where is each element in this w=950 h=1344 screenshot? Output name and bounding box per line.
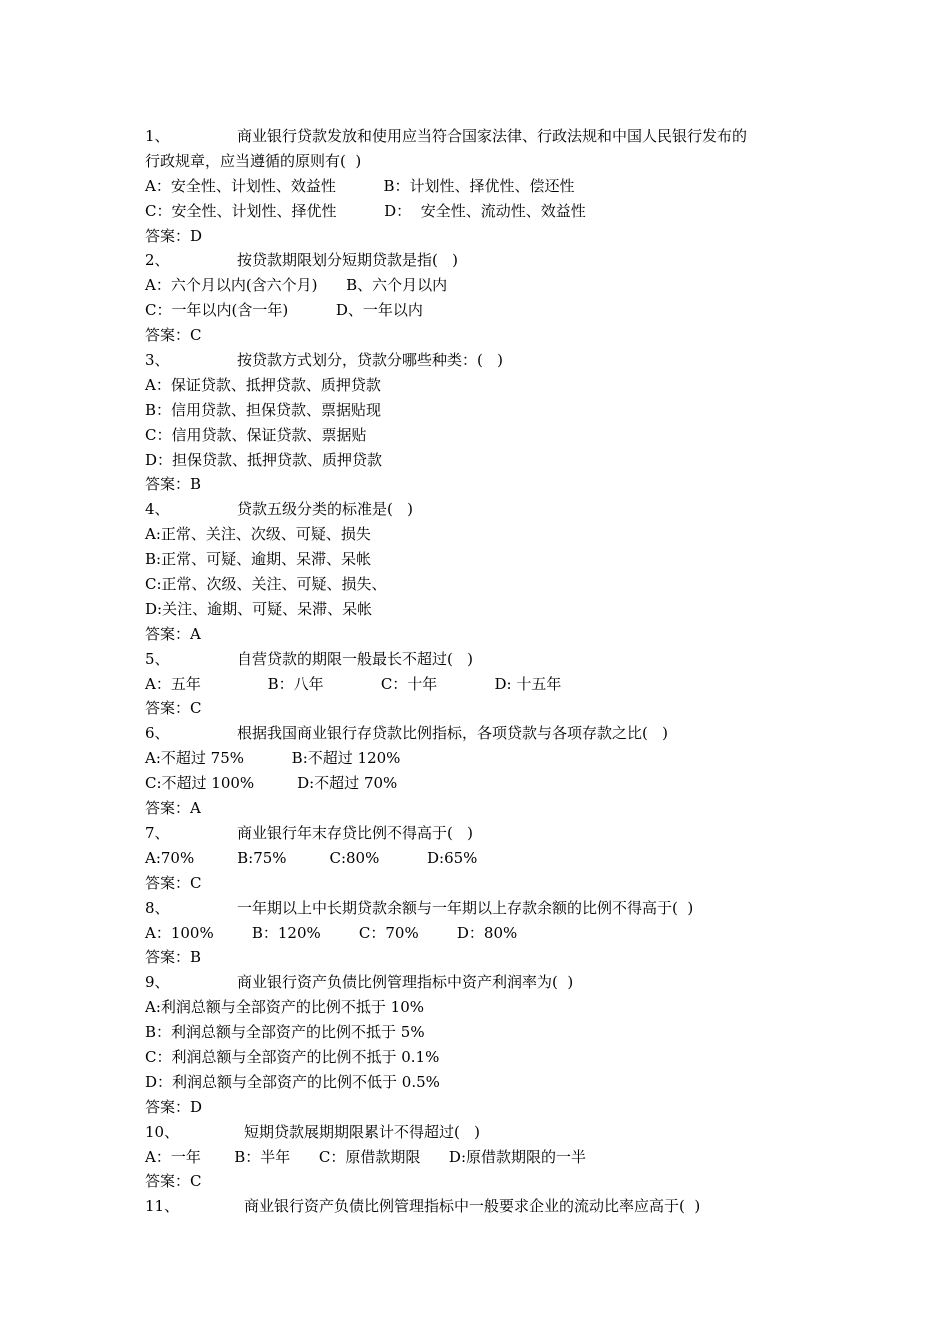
question-list xyxy=(145,124,835,1219)
question-number: 9、 xyxy=(145,973,170,992)
question-stem xyxy=(145,248,835,273)
option-line: A：五年 B：八年 C：十年 D: 十五年 xyxy=(145,674,562,693)
option-line: D：利润总额与全部资产的比例不低于 0.5% xyxy=(145,1072,440,1091)
answer-line: 答案：A xyxy=(145,624,201,643)
answer-line: 答案：B xyxy=(145,948,202,967)
option-line: B：信用贷款、担保贷款、票据贴现 xyxy=(145,400,382,419)
answer-line: 答案：D xyxy=(145,1097,203,1116)
option-line: A:正常、关注、次级、可疑、损失 xyxy=(145,525,371,544)
question-number: 4、 xyxy=(145,500,170,519)
question-stem xyxy=(145,1194,835,1219)
answer-line: 答案：C xyxy=(145,873,202,892)
question-text: 根据我国商业银行存贷款比例指标，各项贷款与各项存款之比( ) xyxy=(237,724,669,743)
question-text: 按贷款方式划分，贷款分哪些种类：( ) xyxy=(237,351,504,370)
option-line: D：担保贷款、抵押贷款、质押贷款 xyxy=(145,450,383,469)
question-stem xyxy=(145,970,835,995)
question-stem xyxy=(145,721,835,746)
option-line: A：100% B：120% C：70% D：80% xyxy=(145,923,518,942)
option-line: A:利润总额与全部资产的比例不抵于 10% xyxy=(145,998,424,1017)
option-line: D:关注、逾期、可疑、呆滞、呆帐 xyxy=(145,599,373,618)
option-line: A：六个月以内(含六个月) B、六个月以内 xyxy=(145,276,448,295)
question-number: 11、 xyxy=(145,1197,180,1216)
question-text: 贷款五级分类的标准是( ) xyxy=(237,500,414,519)
answer-line: 答案：A xyxy=(145,799,201,818)
option-line: C：一年以内(含一年) D、一年以内 xyxy=(145,301,423,320)
question-number: 1、 xyxy=(145,127,170,145)
option-line: C:不超过 100% D:不超过 70% xyxy=(145,774,398,793)
option-line: C：利润总额与全部资产的比例不抵于 0.1% xyxy=(145,1047,440,1066)
question-stem xyxy=(145,348,835,373)
answer-line: 答案：C xyxy=(145,699,202,718)
question-number: 5、 xyxy=(145,649,170,668)
option-line: A：一年 B：半年 C：原借款期限 D:原借款期限的一半 xyxy=(145,1147,587,1166)
answer-line: 答案：C xyxy=(145,1172,202,1191)
question-text: 自营贷款的期限一般最长不超过( ) xyxy=(237,649,474,668)
question-number: 2、 xyxy=(145,251,170,270)
option-line: C:正常、次级、关注、可疑、损失、 xyxy=(145,575,387,594)
question-text: 商业银行资产负债比例管理指标中资产利润率为( ) xyxy=(237,973,574,992)
question-text: 商业银行年末存贷比例不得高于( ) xyxy=(237,823,474,842)
question-number: 10、 xyxy=(145,1122,180,1141)
question-number: 6、 xyxy=(145,724,170,743)
question-text: 商业银行贷款发放和使用应当符合国家法律、行政法规和中国人民银行发布的 xyxy=(237,127,748,145)
option-line: A:70% B:75% C:80% D:65% xyxy=(145,848,478,867)
answer-line: 答案：D xyxy=(145,226,203,245)
option-line: A：安全性、计划性、效益性 B：计划性、择优性、偿还性 xyxy=(145,176,575,195)
question-text-continued: 行政规章，应当遵循的原则有( ) xyxy=(145,151,362,170)
option-line: B：利润总额与全部资产的比例不抵于 5% xyxy=(145,1023,425,1042)
option-line: C：安全性、计划性、择优性 D： 安全性、流动性、效益性 xyxy=(145,201,586,220)
question-number: 7、 xyxy=(145,823,170,842)
option-line: C：信用贷款、保证贷款、票据贴 xyxy=(145,425,367,444)
question-stem xyxy=(145,647,835,672)
answer-line: 答案：B xyxy=(145,475,202,494)
question-text: 按贷款期限划分短期贷款是指( ) xyxy=(237,251,459,270)
question-text: 短期贷款展期期限累计不得超过( ) xyxy=(244,1122,481,1141)
question-stem xyxy=(145,497,835,522)
option-line: B:正常、可疑、逾期、呆滞、呆帐 xyxy=(145,550,372,569)
answer-line: 答案：C xyxy=(145,326,202,345)
question-stem xyxy=(145,821,835,846)
question-text: 一年期以上中长期贷款余额与一年期以上存款余额的比例不得高于( ) xyxy=(237,898,694,917)
question-stem xyxy=(145,1120,835,1145)
question-stem xyxy=(145,124,835,149)
option-line: A：保证贷款、抵押贷款、质押贷款 xyxy=(145,375,381,394)
question-number: 3、 xyxy=(145,351,170,370)
question-number: 8、 xyxy=(145,898,170,917)
question-stem xyxy=(145,896,835,921)
option-line: A:不超过 75% B:不超过 120% xyxy=(145,749,401,768)
question-text: 商业银行资产负债比例管理指标中一般要求企业的流动比率应高于( ) xyxy=(244,1197,701,1216)
